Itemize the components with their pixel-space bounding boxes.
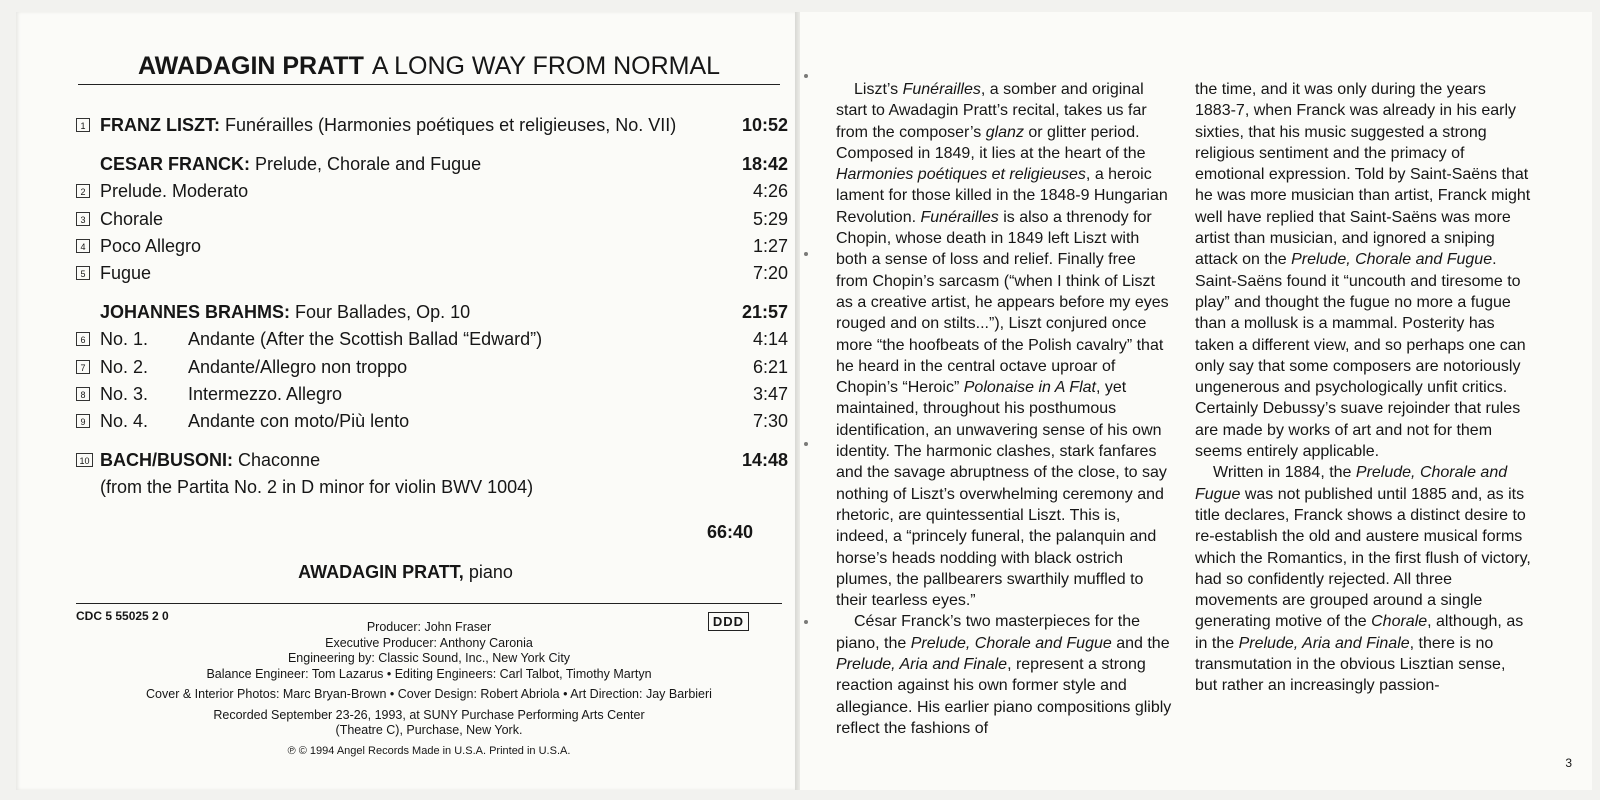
liner-paragraph: César Franck’s two masterpieces for the piano, the Prelude, Chorale and Fugue and the Prelude, Aria and Finale, represent a strong reaction against his own former style and allegiance. His earlier piano compositions glibly reflect the fashions of xyxy=(836,613,1172,737)
album-title: A LONG WAY FROM NORMAL xyxy=(371,52,721,80)
track-row xyxy=(76,206,788,233)
album-header xyxy=(78,50,780,85)
track-row xyxy=(76,354,788,381)
movement-title: Chorale xyxy=(100,208,164,229)
movement-number: No. 1. xyxy=(100,329,149,350)
track-row xyxy=(76,178,788,205)
work-title: Funérailles (Harmonies poétiques et religieuses, No. VII) xyxy=(225,115,677,135)
booklet-left-page xyxy=(16,12,795,790)
performer-instrument: piano xyxy=(468,562,513,582)
production-credits xyxy=(76,620,782,759)
staple-mark xyxy=(804,620,808,624)
track-number: 4 xyxy=(76,239,90,253)
movement-title: Andante/Allegro non troppo xyxy=(188,356,408,377)
staple-mark xyxy=(804,74,808,78)
track-number: 3 xyxy=(76,212,90,226)
executive-producer-credit: Executive Producer: Anthony Caronia xyxy=(325,635,533,650)
movement-title: Fugue xyxy=(100,262,152,283)
page-number: 3 xyxy=(1565,756,1572,770)
copyright-notice: ℗ © 1994 Angel Records Made in U.S.A. Printed in U.S.A. xyxy=(287,744,571,757)
performer-credit xyxy=(16,562,795,583)
track-number: 7 xyxy=(76,360,90,374)
work-brahms xyxy=(76,299,788,326)
artist-name: AWADAGIN PRATT xyxy=(137,52,364,80)
movement-title: Poco Allegro xyxy=(100,235,202,256)
work-duration: 21:57 xyxy=(741,302,788,323)
track-row xyxy=(76,260,788,287)
movement-number: No. 4. xyxy=(100,410,149,431)
liner-paragraph: Written in 1884, the Prelude, Chorale and Fugue was not published until 1885 and, as its title declares, Franck shows a distinct desire to re-establish the old and austere musical forms which the Romantics, in the first flush of victory, had so confidently rejected. All three movements are grouped around a single generating motive of the Chorale, although, as in the Prelude, Aria and Finale, there is no transmutation in the obvious Lisztian sense, but rather an increasingly passion- xyxy=(1195,464,1531,695)
track-row xyxy=(76,408,788,435)
track-duration: 7:20 xyxy=(752,262,788,283)
track-duration: 6:21 xyxy=(752,356,788,377)
track-duration: 4:14 xyxy=(752,329,788,350)
track-row xyxy=(76,326,788,353)
work-title: Four Ballades, Op. 10 xyxy=(295,302,471,323)
work-subtitle: (from the Partita No. 2 in D minor for violin BWV 1004) xyxy=(100,477,534,498)
movement-number: No. 2. xyxy=(100,356,149,377)
track-number: 6 xyxy=(76,332,90,346)
track-number: 9 xyxy=(76,414,90,428)
liner-paragraph: Liszt’s Funérailles, a somber and original start to Awadagin Pratt’s recital, takes us far from the composer’s glanz or glitter period. Composed in 1849, it lies at the heart of the Harmonies poétiques et religieuses, a heroic lament for those killed in the 1848-9 Hungarian Revolution. Funérailles is also a threnody for Chopin, whose death in 1849 left Liszt with both a sense of loss and relief. Finally free from Chopin’s sarcasm (“when I think of Liszt as a creative artist, he appears before my eyes rouged and on stilts...”), Liszt conjured once more “the hoofbeats of the Polish cavalry” that he heard in the central octave uproar of Chopin’s “Heroic” Polonaise in A Flat, yet maintained, throughout his posthumous identification, an unwavering sense of his own identity. The harmonic clashes, stark fanfares and the savage abruptness of the close, to say nothing of Liszt’s overwhelming ceremony and rhetoric, are quintessential Liszt. This is, indeed, a “princely funeral, the palanquin and horse’s heads nodding with black ostrich plumes, the pallbearers swarthily muffled to their tearless eyes.” xyxy=(836,81,1169,610)
movement-title: Intermezzo. Allegro xyxy=(188,383,343,404)
movement-number: No. 3. xyxy=(100,383,149,404)
liner-notes-column-1 xyxy=(836,79,1172,739)
liner-notes-column-2 xyxy=(1195,79,1531,697)
recording-info: Recorded September 23-26, 1993, at SUNY Purchase Performing Arts Center xyxy=(213,707,645,722)
work-liszt xyxy=(76,112,788,139)
engineers-credit: Balance Engineer: Tom Lazarus • Editing Engineers: Carl Talbot, Timothy Martyn xyxy=(206,666,652,681)
movement-title: Prelude. Moderato xyxy=(100,181,249,202)
catalog-number: CDC 5 55025 2 0 xyxy=(76,609,169,623)
track-duration: 7:30 xyxy=(752,410,788,431)
work-title: Prelude, Chorale and Fugue xyxy=(255,154,482,175)
composer-name: JOHANNES BRAHMS: xyxy=(100,302,291,323)
work-duration: 18:42 xyxy=(741,154,788,175)
movement-title: Andante (After the Scottish Ballad “Edward”) xyxy=(188,329,543,350)
track-number: 5 xyxy=(76,266,90,280)
producer-credit: Producer: John Fraser xyxy=(366,620,492,634)
design-credit: Cover & Interior Photos: Marc Bryan-Brown • Cover Design: Robert Abriola • Art Direction: Jay Barbieri xyxy=(146,687,712,701)
track-duration: 1:27 xyxy=(752,235,788,256)
work-duration: 10:52 xyxy=(741,115,788,135)
composer-name: BACH/BUSONI: xyxy=(100,450,233,471)
track-row xyxy=(76,381,788,408)
composer-name: FRANZ LISZT: xyxy=(100,115,220,135)
work-duration: 14:48 xyxy=(741,450,788,471)
liner-paragraph: the time, and it was only during the years 1883-7, when Franck was already in his early sixties, that his music suggested a strong religious sentiment and the primacy of emotional expression. Told by Saint-Saëns that he was more musician than artist, Franck might well have replied that Saint-Saëns was more artist than musician, and ignored a sniping attack on the Prelude, Chorale and Fugue. Saint-Saëns found it “uncouth and tiresome to play” and thought the fugue no more a fugue than a mollusk is a mammal. Posterity has taken a different view, and so perhaps one can only say that some composers are notoriously ungenerous and psychologically unfit critics. Certainly Debussy’s suave rejoinder that rules are made by works of art and not for them seems entirely applicable. xyxy=(1195,81,1531,461)
track-duration: 3:47 xyxy=(752,383,788,404)
performer-name: AWADAGIN PRATT, xyxy=(298,562,464,582)
track-duration: 4:26 xyxy=(752,181,788,202)
work-title: Chaconne xyxy=(238,450,321,471)
total-time: 66:40 xyxy=(706,522,753,542)
staple-mark xyxy=(804,442,808,446)
track-list xyxy=(76,112,788,501)
track-row xyxy=(76,233,788,260)
ddd-badge: DDD xyxy=(708,612,749,631)
staple-mark xyxy=(804,252,808,256)
track-duration: 5:29 xyxy=(752,208,788,229)
track-number: 8 xyxy=(76,387,90,401)
engineering-credit: Engineering by: Classic Sound, Inc., New York City xyxy=(287,651,571,665)
track-number: 2 xyxy=(76,184,90,198)
track-number: 10 xyxy=(76,453,93,467)
composer-name: CESAR FRANCK: xyxy=(100,154,250,175)
work-franck xyxy=(76,151,788,178)
work-subtitle-row xyxy=(76,474,788,501)
recording-info: (Theatre C), Purchase, New York. xyxy=(335,723,523,737)
divider xyxy=(76,603,782,604)
track-number: 1 xyxy=(76,118,90,132)
movement-title: Andante con moto/Più lento xyxy=(188,410,410,431)
work-bach-busoni xyxy=(76,447,788,474)
booklet-right-page xyxy=(800,12,1592,790)
